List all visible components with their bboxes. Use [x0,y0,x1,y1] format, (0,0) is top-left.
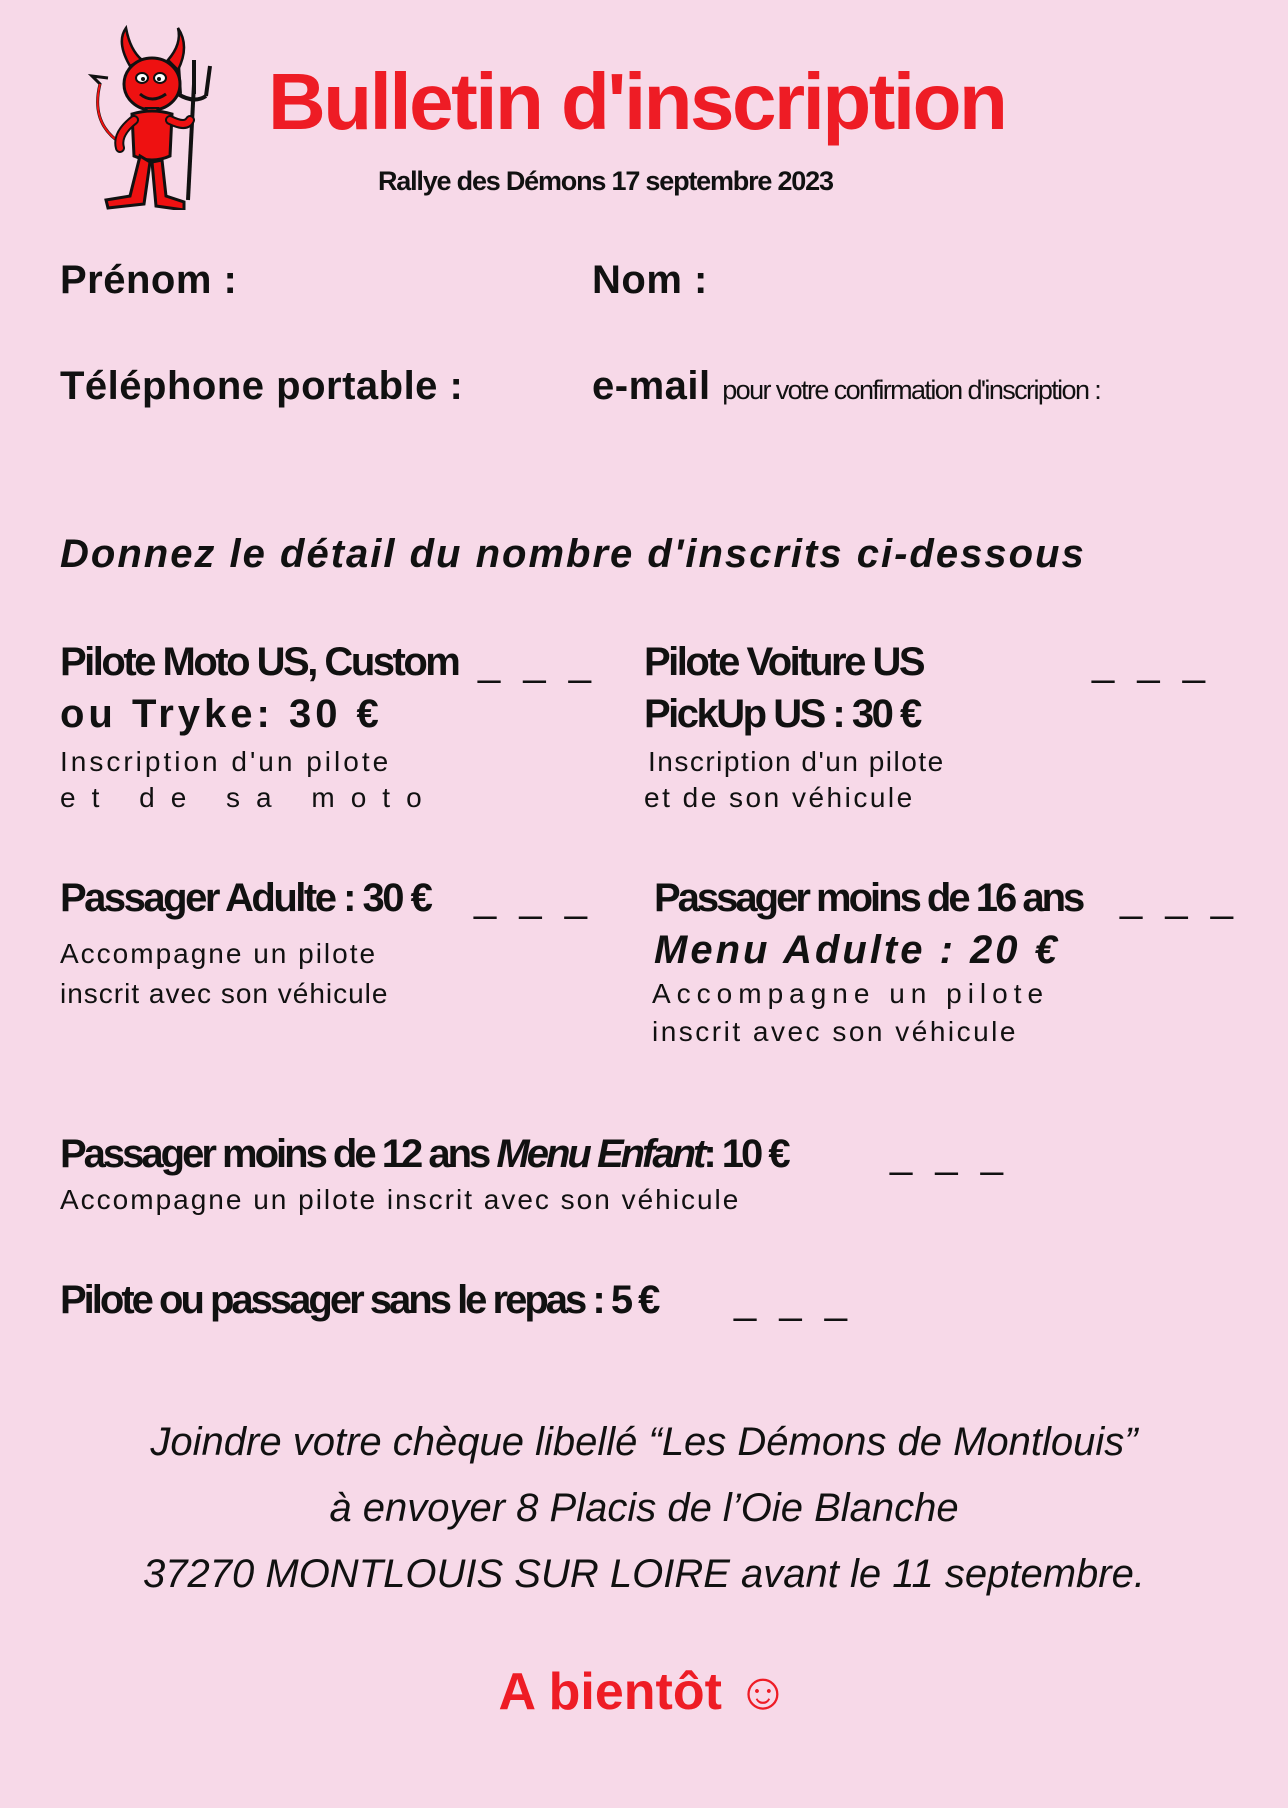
email-note: pour votre confirmation d'inscription : [722,375,1101,405]
first-name-label: Prénom : [60,258,238,302]
moins16-price: Menu Adulte : 20 € [654,928,1060,972]
moins12-menu: Menu Enfant [496,1132,704,1176]
phone-label: Téléphone portable : [60,364,464,408]
last-name-label: Nom : [592,258,708,302]
voiture-price: PickUp US : 30 € [644,692,920,736]
moins12-desc: Accompagne un pilote inscrit avec son véhicule [60,1184,741,1215]
voiture-desc-2: et de son véhicule [644,782,915,813]
adulte-title: Passager Adulte : 30 € [60,876,431,920]
email-label: e-mail [592,364,711,408]
email-field-label [592,364,1100,409]
moins12-title-prefix: Passager moins de 12 ans [60,1132,489,1176]
sans-repas-title: Pilote ou passager sans le repas : 5 € [60,1278,658,1322]
moins16-desc-1: Accompagne un pilote [652,978,1050,1009]
moins12-blank: _ _ _ [890,1132,1009,1176]
voiture-desc-1: Inscription d'un pilote [648,746,945,777]
voiture-title: Pilote Voiture US [644,640,924,684]
moto-desc-2: et de sa moto [60,782,438,813]
payment-instruction: Joindre votre chèque libellé “Les Démons de Montlouis” [150,1420,1138,1464]
voiture-blank: _ _ _ [1092,640,1211,684]
moins16-title: Passager moins de 16 ans [654,876,1083,920]
moto-blank: _ _ _ [478,640,597,684]
sans-repas-blank: _ _ _ [734,1278,853,1322]
moins16-blank: _ _ _ [1120,876,1239,920]
adulte-desc-2: inscrit avec son véhicule [60,978,389,1009]
page-title: Bulletin d'inscription [268,57,1006,146]
devil-logo [86,24,222,210]
moto-title: Pilote Moto US, Custom [60,640,459,684]
event-subtitle: Rallye des Démons 17 septembre 2023 [378,166,833,196]
mailing-address-line-2: 37270 MONTLOUIS SUR LOIRE avant le 11 septembre. [143,1552,1145,1596]
mailing-address-line-1: à envoyer 8 Placis de l’Oie Blanche [329,1486,959,1530]
closing-message: A bientôt ☺ [498,1663,790,1721]
moto-desc-1: Inscription d'un pilote [60,746,392,777]
moins12-title [60,1132,788,1177]
adulte-desc-1: Accompagne un pilote [60,938,378,969]
moins12-price: : 10 € [703,1132,788,1176]
section-title: Donnez le détail du nombre d'inscrits ci-dessous [60,532,1086,576]
adulte-blank: _ _ _ [474,876,593,920]
moto-price: ou Tryke: 30 € [60,692,383,736]
moins16-desc-2: inscrit avec son véhicule [652,1016,1018,1047]
